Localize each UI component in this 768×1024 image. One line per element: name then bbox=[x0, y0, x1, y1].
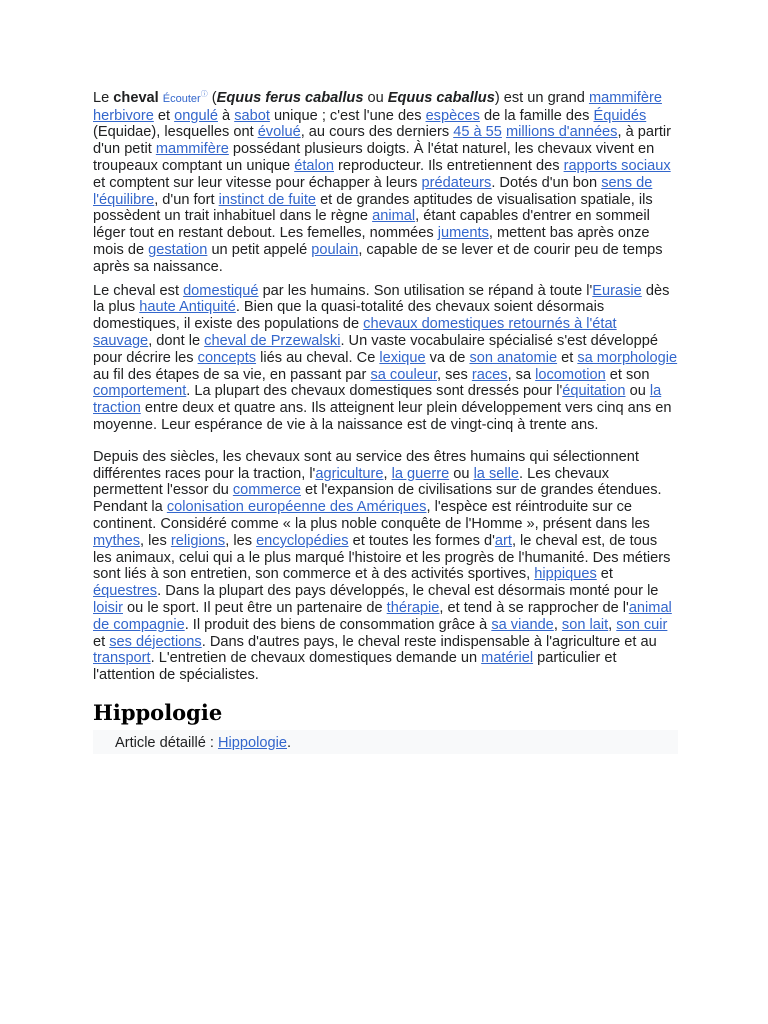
link-traction[interactable]: la traction bbox=[93, 383, 662, 417]
text: , capable de se lever et de courir peu de temps après sa naissance. bbox=[93, 242, 663, 275]
text: liés au cheval. Ce bbox=[256, 349, 380, 366]
history-paragraph bbox=[93, 449, 678, 684]
text: . Bien que la quasi-totalité des chevaux soient désormais domestiques, il existe des populations de bbox=[93, 299, 605, 333]
text: ou bbox=[363, 89, 388, 106]
link-mythes[interactable]: mythes bbox=[93, 532, 141, 549]
link-transport[interactable]: transport bbox=[93, 650, 151, 667]
text: , ses bbox=[437, 366, 472, 383]
link-locomotion[interactable]: locomotion bbox=[535, 366, 606, 383]
link-agriculture[interactable]: agriculture bbox=[315, 465, 384, 482]
text: et bbox=[596, 566, 613, 583]
text: et bbox=[93, 633, 110, 650]
text: ) est un grand bbox=[494, 89, 589, 106]
text: et comptent sur leur vitesse pour échapper à leurs bbox=[93, 174, 422, 191]
hatnote bbox=[93, 730, 678, 754]
link-son-lait[interactable]: son lait bbox=[561, 616, 609, 633]
text: , au cours des derniers bbox=[300, 124, 454, 141]
link-chevaux-retournes[interactable]: chevaux domestiques retournés à l'état sauvage bbox=[93, 316, 617, 350]
bold-term-cheval: cheval bbox=[113, 89, 159, 106]
text: . L'entretien de chevaux domestiques demande un bbox=[150, 650, 482, 667]
text: , étant capables d'entrer en sommeil léger tout en restant debout. Les femelles, nommées bbox=[93, 208, 650, 242]
link-gestation[interactable]: gestation bbox=[148, 242, 208, 259]
text: , d'un fort bbox=[154, 191, 219, 208]
text: ou bbox=[625, 383, 650, 400]
link-equides[interactable]: Équidés bbox=[593, 107, 647, 124]
text: au fil des étapes de sa vie, en passant par bbox=[93, 366, 371, 383]
text: particulier et l'attention de spécialistes. bbox=[93, 650, 617, 684]
text: . bbox=[286, 734, 292, 751]
link-etalon[interactable]: étalon bbox=[294, 158, 334, 175]
link-hippiques[interactable]: hippiques bbox=[534, 566, 597, 583]
text: , à partir d'un petit bbox=[93, 124, 672, 158]
speaker-icon: ⓘ bbox=[200, 91, 208, 98]
link-sabot[interactable]: sabot bbox=[234, 107, 270, 124]
link-equitation[interactable]: équitation bbox=[562, 383, 626, 400]
text: ( bbox=[207, 89, 217, 106]
link-couleur[interactable]: sa couleur bbox=[370, 366, 437, 383]
text: , les bbox=[140, 532, 171, 549]
link-concepts[interactable]: concepts bbox=[197, 349, 257, 366]
text: , dont le bbox=[148, 333, 205, 350]
link-mammifere-2[interactable]: mammifère bbox=[155, 141, 229, 158]
link-therapie[interactable]: thérapie bbox=[386, 599, 440, 616]
link-ongule[interactable]: ongulé bbox=[174, 107, 218, 124]
text: (Equidae), lesquelles ont bbox=[93, 124, 258, 141]
text: un petit appelé bbox=[207, 242, 312, 259]
link-mammifere[interactable]: mammifère bbox=[588, 89, 662, 106]
link-dejections[interactable]: ses déjections bbox=[109, 633, 202, 650]
link-animal-compagnie[interactable]: animal de compagnie bbox=[93, 599, 672, 633]
text: . Dotés d'un bon bbox=[491, 174, 602, 191]
link-animal[interactable]: animal bbox=[372, 208, 416, 225]
link-45-a-55[interactable]: 45 à 55 bbox=[453, 124, 502, 141]
text: entre deux et quatre ans. Ils atteignent leur plein développement vers cinq ans en moyenne. Leur espérance de vie à la naissance est de vingt-cinq à trente ans. bbox=[93, 400, 672, 433]
text: . Dans la plupart des pays développés, le cheval est désormais monté pour le bbox=[157, 583, 659, 600]
text: et son bbox=[605, 366, 650, 383]
link-materiel[interactable]: matériel bbox=[481, 650, 534, 667]
hatnote-label: Article détaillé : bbox=[115, 734, 219, 751]
text: , et tend à se rapprocher de l' bbox=[439, 599, 629, 616]
text: unique ; c'est l'une des bbox=[269, 107, 426, 124]
link-hippologie[interactable]: Hippologie bbox=[218, 734, 287, 751]
text: , les bbox=[225, 532, 257, 549]
text: . Dans d'autres pays, le cheval reste indispensable à l'agriculture et au bbox=[201, 633, 657, 650]
text: , sa bbox=[507, 366, 536, 383]
link-domestique[interactable]: domestiqué bbox=[183, 282, 259, 299]
link-la-selle[interactable]: la selle bbox=[473, 465, 519, 482]
link-instinct-fuite[interactable]: instinct de fuite bbox=[218, 191, 317, 208]
link-morphologie[interactable]: sa morphologie bbox=[577, 349, 678, 366]
link-eurasie[interactable]: Eurasie bbox=[592, 282, 642, 299]
text: ou le sport. Il peut être un partenaire de bbox=[123, 599, 387, 616]
intro-paragraph bbox=[93, 87, 678, 276]
text: et bbox=[153, 107, 175, 124]
text: , le cheval est, de tous les animaux, celui qui a le plus marqué l'histoire et les progrès de l'humanité. Des métiers sont liés à son entretien, son commerce et à des activités sportives, bbox=[93, 532, 671, 583]
link-poulain[interactable]: poulain bbox=[311, 242, 359, 259]
link-predateurs[interactable]: prédateurs bbox=[421, 174, 492, 191]
text: Le cheval est bbox=[93, 282, 184, 299]
text: Depuis des siècles, les chevaux sont au service des êtres humains qui sélectionnent différentes races pour la traction, l' bbox=[93, 448, 639, 482]
link-rapports-sociaux[interactable]: rapports sociaux bbox=[563, 158, 671, 175]
text: et bbox=[557, 349, 578, 366]
link-lexique[interactable]: lexique bbox=[379, 349, 426, 366]
text: , mettent bas après onze mois de bbox=[93, 225, 650, 259]
text: . Un vaste vocabulaire spécialisé s'est développé pour décrire les bbox=[93, 333, 658, 366]
article-content bbox=[93, 87, 678, 754]
text: . Il produit des biens de consommation grâce à bbox=[184, 616, 492, 633]
listen-audio-link[interactable]: Écouter bbox=[162, 92, 201, 105]
link-sa-viande[interactable]: sa viande bbox=[491, 616, 554, 633]
text: . La plupart des chevaux domestiques sont dressés pour l' bbox=[186, 383, 563, 400]
text: à bbox=[217, 107, 235, 124]
link-equestres[interactable]: équestres bbox=[93, 583, 158, 600]
text: possédant plusieurs doigts. À l'état naturel, les chevaux vivent en troupeaux comptant un unique bbox=[93, 141, 655, 175]
scientific-name-1: Equus ferus caballus bbox=[216, 89, 364, 106]
link-sens-equilibre[interactable]: sens de l'équilibre bbox=[93, 174, 653, 208]
text: et de grandes aptitudes de visualisation spatiale, ils possèdent un trait inhabituel dans le règne bbox=[93, 191, 653, 225]
text: . Les chevaux permettent l'essor du bbox=[93, 465, 610, 499]
link-przewalski[interactable]: cheval de Przewalski bbox=[204, 333, 341, 350]
link-evolue[interactable]: évolué bbox=[257, 124, 301, 141]
link-juments[interactable]: juments bbox=[437, 225, 489, 242]
text: dès la plus bbox=[93, 282, 670, 316]
text: , l'espèce est réintroduite sur ce continent. Considéré comme « la plus noble conquête de l'Homme », présent dans les bbox=[93, 499, 650, 532]
text: , bbox=[553, 616, 562, 633]
link-millions-annees[interactable]: millions d'années bbox=[505, 124, 618, 141]
link-loisir[interactable]: loisir bbox=[93, 599, 123, 616]
scientific-name-2: Equus caballus bbox=[387, 89, 495, 106]
domestication-paragraph bbox=[93, 283, 678, 434]
text: , bbox=[608, 616, 617, 633]
link-son-cuir[interactable]: son cuir bbox=[616, 616, 668, 633]
text: et l'expansion de civilisations sur de grandes étendues. Pendant la bbox=[93, 482, 662, 516]
link-colonisation[interactable]: colonisation européenne des Amériques bbox=[166, 499, 427, 516]
link-religions[interactable]: religions bbox=[170, 532, 226, 549]
text: reproducteur. Ils entretiennent des bbox=[333, 158, 564, 175]
link-art[interactable]: art bbox=[494, 532, 512, 549]
section-heading-hippologie: Hippologie bbox=[93, 699, 223, 725]
link-encyclopedies[interactable]: encyclopédies bbox=[256, 532, 349, 549]
link-haute-antiquite[interactable]: haute Antiquité bbox=[139, 299, 236, 316]
link-anatomie[interactable]: son anatomie bbox=[469, 349, 558, 366]
link-herbivore[interactable]: herbivore bbox=[93, 107, 154, 124]
text: par les humains. Son utilisation se répand à toute l' bbox=[258, 282, 593, 299]
text: Le bbox=[93, 89, 114, 106]
link-races[interactable]: races bbox=[471, 366, 508, 383]
text: ou bbox=[449, 465, 474, 482]
link-comportement[interactable]: comportement bbox=[93, 383, 187, 400]
text: et toutes les formes d' bbox=[348, 532, 495, 549]
text: , bbox=[383, 465, 392, 482]
link-commerce[interactable]: commerce bbox=[232, 482, 301, 499]
link-la-guerre[interactable]: la guerre bbox=[391, 465, 450, 482]
link-especes[interactable]: espèces bbox=[425, 107, 480, 124]
text: va de bbox=[425, 349, 470, 366]
text: de la famille des bbox=[479, 107, 594, 124]
